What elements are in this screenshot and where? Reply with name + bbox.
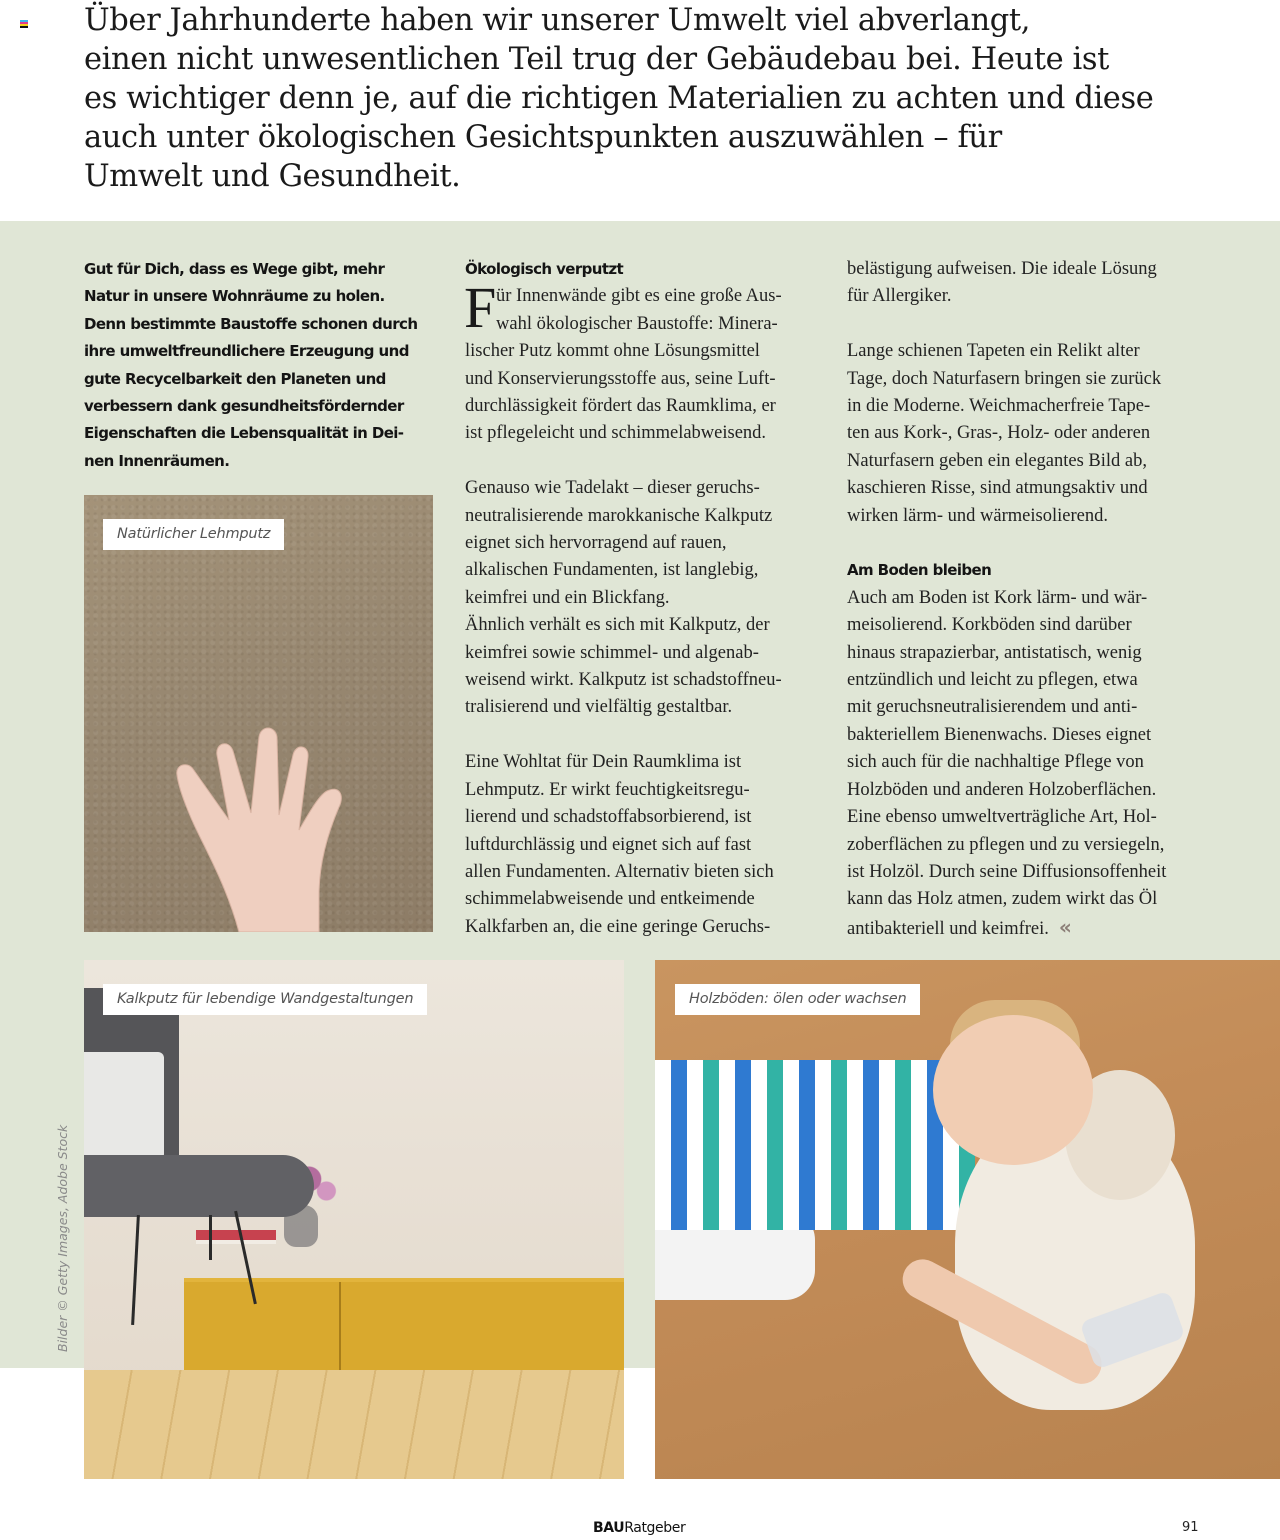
intro-line: es wichtiger denn je, auf die richtigen Materialien zu achten und diese xyxy=(84,81,1154,116)
body-line: belästigung aufweisen. Die ideale Lösung xyxy=(847,259,1157,279)
body-line: Naturfasern geben ein elegantes Bild ab, xyxy=(847,450,1147,471)
print-color-bar xyxy=(20,20,28,28)
pillow-shape xyxy=(84,1052,164,1160)
body-line: Holzböden und anderen Holzoberflächen. xyxy=(847,779,1157,800)
end-of-article-icon: « xyxy=(1058,914,1072,939)
intro-text xyxy=(84,1,1224,196)
body-line: allen Fundamenten. Alternativ bieten sich xyxy=(465,861,774,882)
body-line: ist pflegeleicht und schimmelabweisend. xyxy=(465,423,767,444)
lead-paragraph xyxy=(84,256,434,475)
intro-line: Über Jahrhunderte haben wir unserer Umwelt viel abverlangt, xyxy=(84,3,1031,38)
body-line: Lange schienen Tapeten ein Relikt alter xyxy=(847,341,1140,362)
body-line: Ähnlich verhält es sich mit Kalkputz, der xyxy=(465,615,770,636)
wood-floor-shape xyxy=(84,1370,624,1479)
lead-line: gute Recycelbarkeit den Planeten und xyxy=(84,369,386,388)
column-lead xyxy=(84,256,434,475)
lead-line: Denn bestimmte Baustoffe schonen durch xyxy=(84,314,418,333)
intro-line: Umwelt und Gesundheit. xyxy=(84,159,461,194)
sideboard-shape xyxy=(184,1278,624,1370)
column-plaster xyxy=(465,256,820,941)
column-wallpaper-floor xyxy=(847,256,1202,943)
body-paragraph xyxy=(464,275,820,447)
body-line: hinaus strapazierbar, antistatisch, wenig xyxy=(847,642,1142,663)
armchair-seat-shape xyxy=(84,1155,314,1217)
body-paragraph xyxy=(847,338,1202,530)
image-credit: Bilder © Getty Images, Adobe Stock xyxy=(55,1124,70,1352)
striped-shirt-shape xyxy=(655,1060,975,1230)
footer-brand xyxy=(593,1520,685,1536)
lead-line: Natur in unsere Wohnräume zu holen. xyxy=(84,287,385,306)
page-number: 91 xyxy=(1182,1520,1199,1535)
body-line: Eine ebenso umweltverträgliche Art, Hol- xyxy=(847,807,1157,828)
body-line: Lehmputz. Er wirkt feuchtigkeitsregu- xyxy=(465,779,750,800)
body-line: luftdurchlässig und eignet sich auf fast xyxy=(465,834,752,855)
chair-leg xyxy=(131,1215,140,1325)
body-line: zoberflächen zu pflegen und zu versiegeln, xyxy=(847,834,1165,855)
body-line: entzündlich und leicht zu pflegen, etwa xyxy=(847,670,1138,691)
section-heading: Ökologisch verputzt xyxy=(465,260,624,278)
body-line: lierend und schadstoffabsorbierend, ist xyxy=(465,807,752,828)
body-paragraph xyxy=(847,256,1202,311)
body-line: mit geruchsneutralisierendem und anti- xyxy=(847,697,1138,718)
intro-line: auch unter ökologischen Gesichtspunkten auszuwählen – für xyxy=(84,120,1002,155)
books-shape xyxy=(196,1230,276,1244)
lead-line: Eigenschaften die Lebensqualität in Dei- xyxy=(84,424,404,443)
drop-cap: F xyxy=(464,275,497,341)
body-line: ür Innenwände gibt es eine große Aus- xyxy=(496,286,782,307)
lead-line: nen Innenräumen. xyxy=(84,451,230,470)
body-line: Auch am Boden ist Kork lärm- und wär- xyxy=(847,587,1148,608)
brand-bold: BAU xyxy=(593,1520,625,1536)
brand-regular: Ratgeber xyxy=(624,1520,686,1536)
photo-lehmputz xyxy=(84,495,433,932)
body-line: sich auch für die nachhaltige Pflege von xyxy=(847,752,1144,773)
body-line-text: antibakteriell und keimfrei. xyxy=(847,918,1049,939)
body-line: keimfrei und ein Blickfang. xyxy=(465,587,670,608)
body-line: Kalkfarben an, die eine geringe Geruchs- xyxy=(465,916,771,937)
body-line: keimfrei sowie schimmel- und algenab- xyxy=(465,642,759,663)
body-line: schimmelabweisende und entkeimende xyxy=(465,889,755,910)
lead-line: verbessern dank gesundheitsfördernder xyxy=(84,397,404,416)
body-line: Genauso wie Tadelakt – dieser geruchs- xyxy=(465,478,760,499)
body-line: weisend wirkt. Kalkputz ist schadstoffneu- xyxy=(465,670,782,691)
sideboard-divider xyxy=(339,1282,341,1370)
body-paragraph xyxy=(465,475,820,722)
color-swatch-black xyxy=(20,26,28,28)
body-line xyxy=(847,914,1202,943)
body-line: wirken lärm- und wärmeisolierend. xyxy=(847,505,1108,526)
photo-caption: Kalkputz für lebendige Wandgestaltungen xyxy=(103,984,427,1015)
body-line: durchlässigkeit fördert das Raumklima, er xyxy=(465,396,776,417)
body-line: kann das Holz atmen, zudem wirkt das Öl xyxy=(847,889,1158,910)
lead-line: Gut für Dich, dass es Wege gibt, mehr xyxy=(84,260,385,278)
body-line: neutralisierende marokkanische Kalkputz xyxy=(465,505,773,526)
body-line: Tage, doch Naturfasern bringen sie zurück xyxy=(847,368,1162,389)
chair-leg xyxy=(209,1215,212,1260)
lead-line: ihre umweltfreundlichere Erzeugung und xyxy=(84,342,409,361)
body-line: meisolierend. Korkböden sind darüber xyxy=(847,615,1132,636)
body-line: alkalischen Fundamenten, ist langlebig, xyxy=(465,560,759,581)
section-heading: Am Boden bleiben xyxy=(847,561,992,580)
child-head-shape xyxy=(933,1015,1093,1165)
body-line: lischer Putz kommt ohne Lösungsmittel xyxy=(465,341,760,362)
body-line: bakteriellem Bienenwachs. Dieses eignet xyxy=(847,724,1152,745)
body-line: ist Holzöl. Durch seine Diffusionsoffenheit xyxy=(847,861,1167,882)
intro-line: einen nicht unwesentlichen Teil trug der Gebäudebau bei. Heute ist xyxy=(84,42,1110,77)
photo-caption: Natürlicher Lehmputz xyxy=(103,519,284,550)
body-line: ten aus Kork-, Gras-, Holz- oder anderen xyxy=(847,423,1151,444)
body-paragraph xyxy=(465,749,820,941)
photo-holzboeden xyxy=(655,960,1280,1479)
hand-illustration xyxy=(169,695,379,932)
body-line: kaschieren Risse, sind atmungsaktiv und xyxy=(847,478,1148,499)
body-line: und Konservierungsstoffe aus, seine Luft- xyxy=(465,368,776,389)
photo-caption: Holzböden: ölen oder wachsen xyxy=(675,984,920,1015)
body-line: tralisierend und vielfältig gestaltbar. xyxy=(465,697,733,718)
body-line: in die Moderne. Weichmacherfreie Tape- xyxy=(847,396,1151,417)
body-line: wahl ökologischer Baustoffe: Minera- xyxy=(496,313,778,334)
photo-kalkputz xyxy=(84,960,624,1479)
body-line: Eine Wohltat für Dein Raumklima ist xyxy=(465,752,742,773)
body-line: eignet sich hervorragend auf rauen, xyxy=(465,533,727,554)
body-line: für Allergiker. xyxy=(847,286,952,307)
body-paragraph xyxy=(847,585,1202,943)
